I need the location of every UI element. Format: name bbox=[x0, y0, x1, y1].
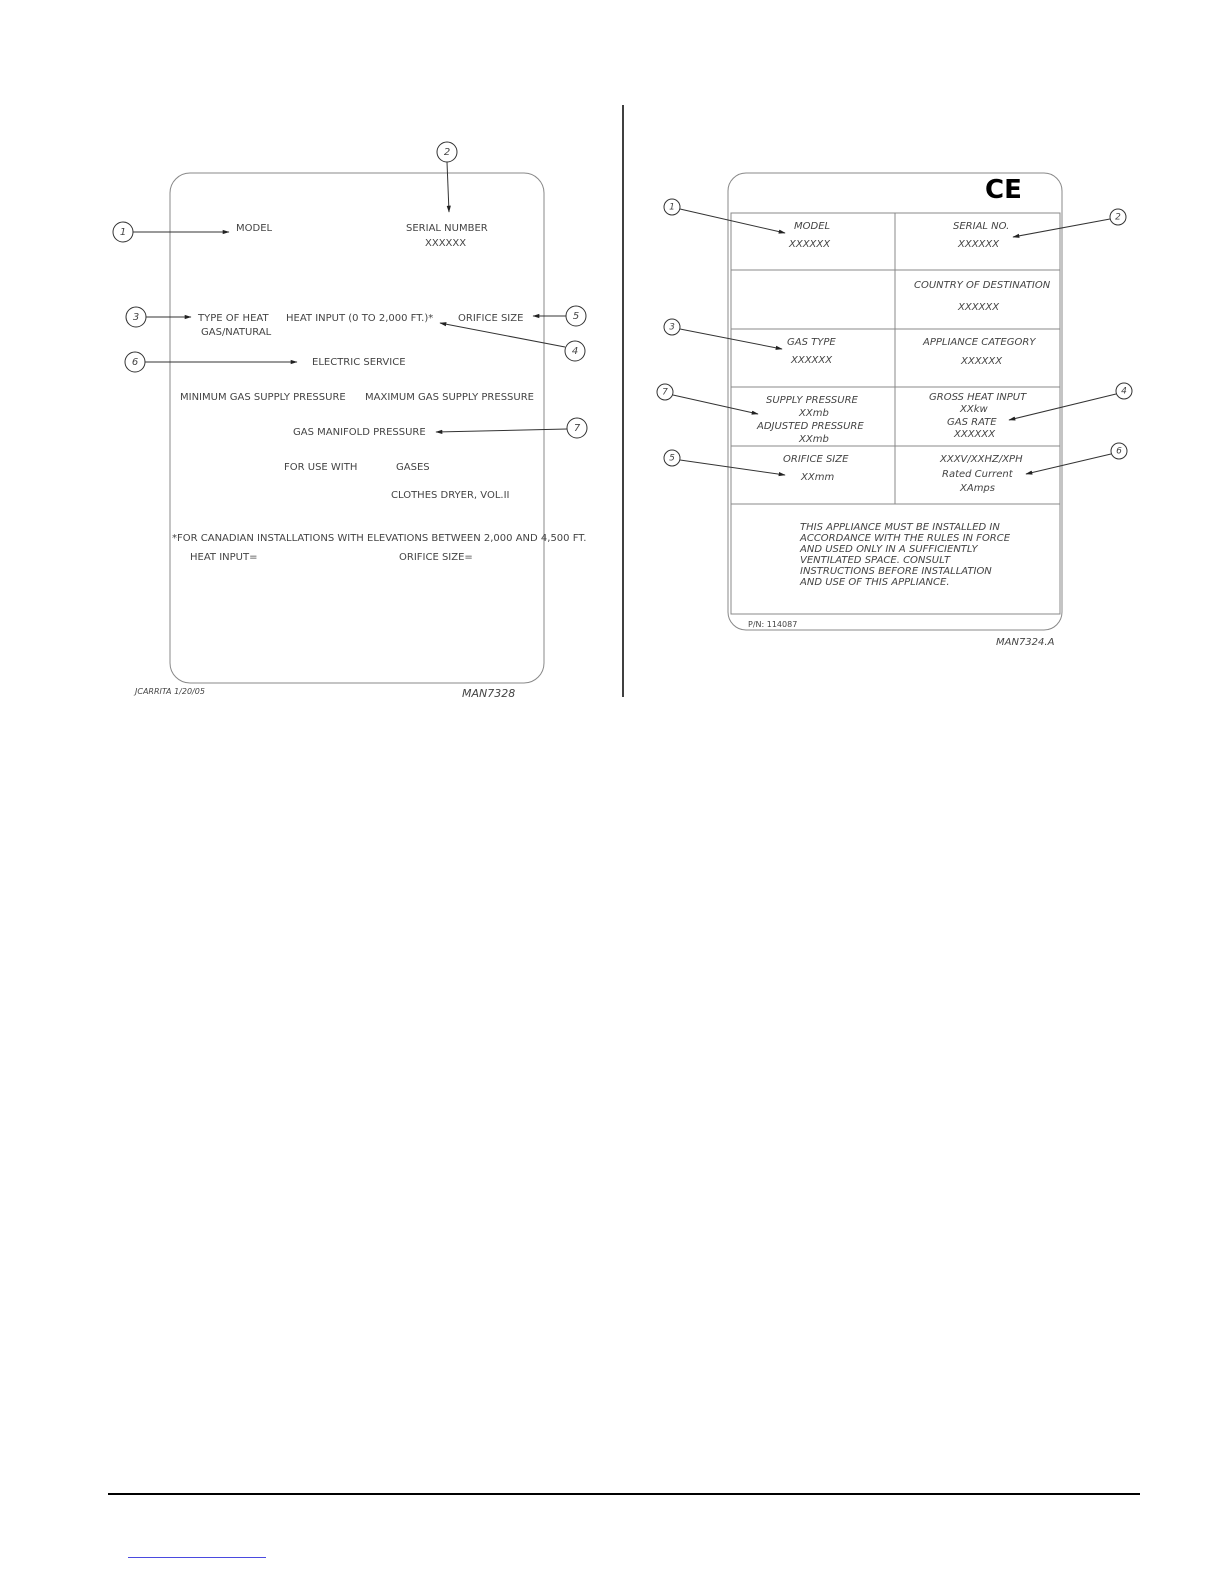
ce-callout-3 bbox=[664, 319, 782, 349]
callout-7 bbox=[436, 418, 587, 438]
footer-link-underline[interactable] bbox=[128, 1557, 266, 1558]
ce-rated-current-label: Rated Current bbox=[942, 469, 1013, 480]
ce-gross-heat-label: GROSS HEAT INPUT bbox=[929, 392, 1027, 403]
orifice-size-eq-label: ORIFICE SIZE= bbox=[399, 552, 473, 563]
ce-warning-text bbox=[799, 522, 1011, 588]
ce-callout-6 bbox=[1026, 443, 1127, 474]
for-use-with-label: FOR USE WITH bbox=[284, 462, 358, 473]
clothes-dryer-label: CLOTHES DRYER, VOL.II bbox=[391, 490, 510, 501]
ce-callout-7 bbox=[657, 384, 758, 414]
ce-drawing-number: MAN7324.A bbox=[996, 637, 1055, 648]
callout-2 bbox=[437, 142, 457, 212]
ce-supply-pressure-value: XXmb bbox=[799, 408, 829, 419]
callout-3 bbox=[126, 307, 191, 327]
ce-adjusted-pressure-label: ADJUSTED PRESSURE bbox=[757, 421, 864, 432]
svg-text:1: 1 bbox=[669, 202, 675, 213]
svg-text:2: 2 bbox=[443, 147, 451, 158]
canadian-note: *FOR CANADIAN INSTALLATIONS WITH ELEVATIONS BETWEEN 2,000 AND 4,500 FT. bbox=[172, 533, 587, 544]
svg-text:1: 1 bbox=[119, 227, 127, 238]
svg-text:VENTILATED SPACE. CONSULT: VENTILATED SPACE. CONSULT bbox=[800, 555, 951, 566]
ce-gas-rate-value: XXXXXX bbox=[954, 429, 996, 440]
gas-natural-label: GAS/NATURAL bbox=[201, 327, 272, 338]
svg-text:7: 7 bbox=[662, 387, 668, 398]
ce-appliance-category-value: XXXXXX bbox=[961, 356, 1003, 367]
ce-gross-heat-value: XXkw bbox=[960, 404, 988, 415]
svg-text:3: 3 bbox=[132, 312, 140, 323]
ce-gas-type-value: XXXXXX bbox=[791, 355, 833, 366]
heat-input-eq-label: HEAT INPUT= bbox=[190, 552, 258, 563]
us-rating-label bbox=[113, 142, 587, 700]
serial-number-value: XXXXXX bbox=[425, 238, 467, 249]
ce-callout-5 bbox=[664, 450, 785, 475]
ce-orifice-size-label: ORIFICE SIZE bbox=[783, 454, 849, 465]
ce-mark: CE bbox=[985, 175, 1022, 205]
callout-1 bbox=[113, 222, 229, 242]
ce-serial-label: SERIAL NO. bbox=[953, 221, 1010, 232]
ce-callout-1 bbox=[664, 199, 785, 233]
ce-country-value: XXXXXX bbox=[958, 302, 1000, 313]
svg-text:ACCORDANCE WITH THE RULES IN F: ACCORDANCE WITH THE RULES IN FORCE bbox=[800, 533, 1011, 544]
ce-appliance-category-label: APPLIANCE CATEGORY bbox=[923, 337, 1036, 348]
svg-text:5: 5 bbox=[572, 311, 580, 322]
svg-text:7: 7 bbox=[573, 423, 581, 434]
footer-rule bbox=[108, 1493, 1140, 1495]
ce-adjusted-pressure-value: XXmb bbox=[799, 434, 829, 445]
ce-model-label: MODEL bbox=[794, 221, 831, 232]
gas-manifold-label: GAS MANIFOLD PRESSURE bbox=[293, 427, 426, 438]
svg-text:6: 6 bbox=[131, 357, 139, 368]
max-gas-supply-label: MAXIMUM GAS SUPPLY PRESSURE bbox=[365, 392, 534, 403]
ce-serial-value: XXXXXX bbox=[958, 239, 1000, 250]
svg-text:3: 3 bbox=[669, 322, 675, 333]
ce-callout-4 bbox=[1009, 383, 1132, 420]
svg-text:5: 5 bbox=[669, 453, 675, 464]
ce-supply-pressure-label: SUPPLY PRESSURE bbox=[766, 395, 858, 406]
serial-number-label: SERIAL NUMBER bbox=[406, 223, 488, 234]
callout-5 bbox=[533, 306, 586, 326]
ce-electrical-label: XXXV/XXHZ/XPH bbox=[940, 454, 1023, 465]
svg-text:6: 6 bbox=[1116, 446, 1122, 457]
svg-text:THIS APPLIANCE MUST BE INSTALL: THIS APPLIANCE MUST BE INSTALLED IN bbox=[800, 522, 1000, 533]
min-gas-supply-label: MINIMUM GAS SUPPLY PRESSURE bbox=[180, 392, 346, 403]
model-label: MODEL bbox=[236, 223, 273, 234]
svg-text:INSTRUCTIONS BEFORE INSTALLATI: INSTRUCTIONS BEFORE INSTALLATION bbox=[800, 566, 992, 577]
ce-amps-value: XAmps bbox=[960, 483, 995, 494]
ce-model-value: XXXXXX bbox=[789, 239, 831, 250]
ce-country-label: COUNTRY OF DESTINATION bbox=[914, 280, 1051, 291]
ce-gas-rate-label: GAS RATE bbox=[947, 417, 997, 428]
svg-text:AND USE OF THIS APPLIANCE.: AND USE OF THIS APPLIANCE. bbox=[800, 577, 950, 588]
callout-6 bbox=[125, 352, 297, 372]
electric-service-label: ELECTRIC SERVICE bbox=[312, 357, 406, 368]
ce-gas-type-label: GAS TYPE bbox=[787, 337, 836, 348]
author-date: JCARRITA 1/20/05 bbox=[135, 687, 205, 696]
svg-text:4: 4 bbox=[571, 346, 579, 357]
gases-label: GASES bbox=[396, 462, 430, 473]
callout-4 bbox=[440, 323, 585, 361]
type-of-heat-label: TYPE OF HEAT bbox=[198, 313, 269, 324]
ce-orifice-size-value: XXmm bbox=[801, 472, 835, 483]
svg-text:4: 4 bbox=[1121, 386, 1127, 397]
svg-text:AND USED ONLY IN A SUFFICIENTL: AND USED ONLY IN A SUFFICIENTLY bbox=[800, 544, 978, 555]
orifice-size-label: ORIFICE SIZE bbox=[458, 313, 524, 324]
drawing-number: MAN7328 bbox=[462, 687, 516, 700]
svg-text:2: 2 bbox=[1115, 212, 1121, 223]
ce-part-number: P/N: 114087 bbox=[748, 620, 798, 629]
heat-input-label: HEAT INPUT (0 TO 2,000 FT.)* bbox=[286, 313, 434, 324]
ce-rating-label bbox=[657, 173, 1132, 648]
